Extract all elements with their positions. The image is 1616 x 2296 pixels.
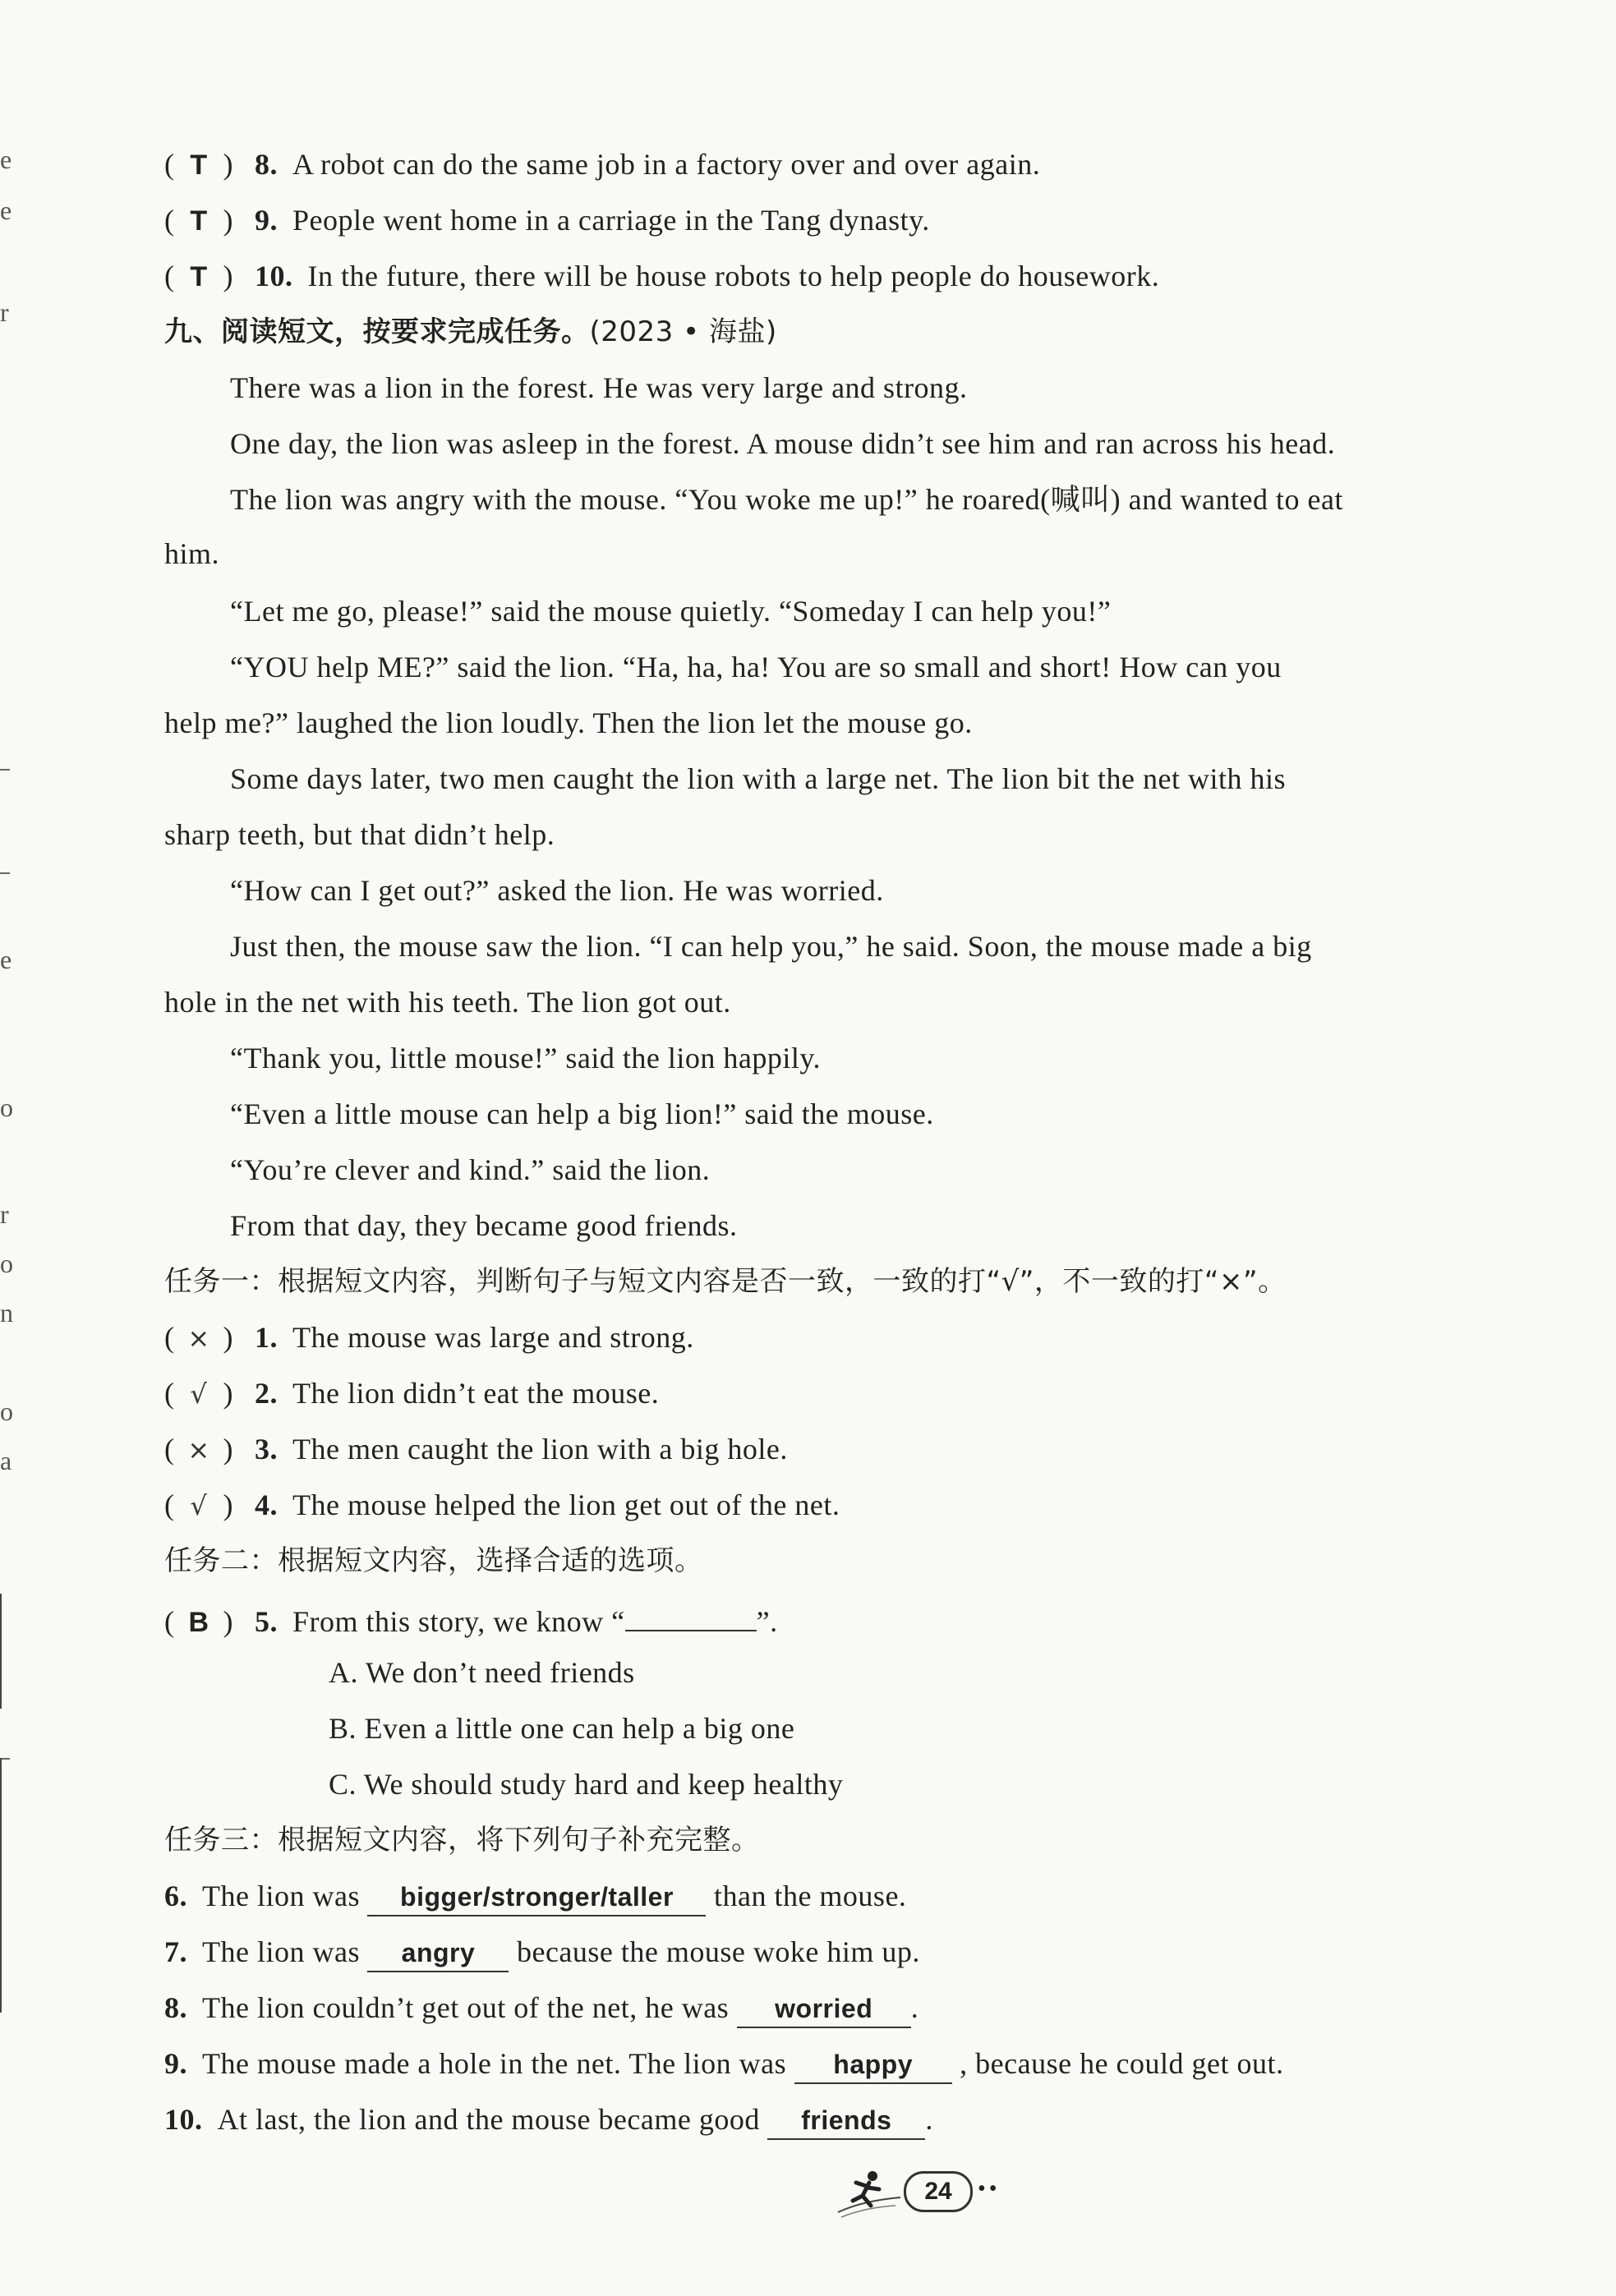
page-number: 24 xyxy=(904,2171,973,2212)
passage-line: “Let me go, please!” said the mouse quietly. “Someday I can help you!” xyxy=(230,595,1112,628)
passage-line: The lion was angry with the mouse. “You woke me up!” he roared(喊叫) and wanted to eat xyxy=(230,483,1343,516)
question-text: The lion couldn’t get out of the net, he was xyxy=(202,1991,730,2024)
gutter-border xyxy=(0,1758,2,2013)
question-text-end: ”. xyxy=(756,1605,778,1638)
check-mark: √ xyxy=(190,1490,208,1521)
answer-mark: T xyxy=(190,150,208,181)
answer-bracket: ( T ) xyxy=(164,200,255,241)
tf-item xyxy=(164,145,1040,185)
tf-item xyxy=(164,200,930,241)
gutter-letter: e xyxy=(0,145,12,174)
question-number: 1. xyxy=(255,1321,278,1354)
answer-mark: B xyxy=(188,1607,209,1638)
question-number: 6. xyxy=(164,1880,187,1912)
question-text-end: than the mouse. xyxy=(713,1880,907,1912)
choice-option: C. We should study hard and keep healthy xyxy=(329,1768,844,1801)
fill-item xyxy=(164,1932,920,1972)
gutter-letter: o xyxy=(0,1396,13,1426)
question-text: The lion was xyxy=(202,1880,360,1912)
gutter-letter: r xyxy=(0,1199,9,1229)
fill-item xyxy=(164,2100,933,2140)
passage-line: “YOU help ME?” said the lion. “Ha, ha, ha! You are so small and short! How can you xyxy=(230,651,1282,683)
gutter-letter: n xyxy=(0,1298,13,1327)
question-text: A robot can do the same job in a factory over and over again. xyxy=(292,148,1041,181)
question-text-end: , because he could get out. xyxy=(960,2047,1284,2080)
question-number: 8. xyxy=(255,148,278,181)
passage-line: hole in the net with his teeth. The lion got out. xyxy=(164,986,731,1019)
question-number: 10. xyxy=(164,2103,203,2136)
gutter-letter: o xyxy=(0,1093,13,1122)
answer-blank: worried xyxy=(737,1990,911,2028)
passage-line: him. xyxy=(164,537,220,570)
question-text: The mouse helped the lion get out of the net. xyxy=(292,1488,840,1521)
fill-item xyxy=(164,1988,918,2028)
passage-line: “How can I get out?” asked the lion. He was worried. xyxy=(230,874,884,907)
gutter-letter: e xyxy=(0,196,12,225)
answer-bracket: ( × ) xyxy=(164,1318,255,1358)
gutter-rule xyxy=(0,872,10,874)
question-text-end: . xyxy=(910,1991,919,2024)
passage-line: From that day, they became good friends. xyxy=(230,1209,738,1242)
answer-blank: angry xyxy=(367,1935,509,1972)
question-number: 5. xyxy=(255,1605,278,1638)
task-three-title: 任务三：根据短文内容，将下列句子补充完整。 xyxy=(164,1824,760,1857)
question-number: 7. xyxy=(164,1935,187,1968)
judge-item xyxy=(164,1373,659,1414)
question-text: The men caught the lion with a big hole. xyxy=(292,1433,788,1465)
judge-item xyxy=(164,1485,840,1525)
answer-bracket: ( √ ) xyxy=(164,1373,255,1414)
answer-blank: friends xyxy=(767,2102,925,2140)
fill-item xyxy=(164,2044,1284,2084)
gutter-rule xyxy=(0,769,10,771)
section-title: 九、阅读短文，按要求完成任务。 xyxy=(164,315,590,348)
answer-mark: T xyxy=(190,205,208,237)
choice-question xyxy=(164,1597,778,1642)
answer-bracket: ( T ) xyxy=(164,256,255,297)
runner-icon xyxy=(830,2165,904,2226)
question-number: 9. xyxy=(164,2047,187,2080)
answer-blank xyxy=(625,1597,757,1631)
answer-bracket: ( × ) xyxy=(164,1429,255,1470)
section-heading xyxy=(164,312,777,352)
check-mark: √ xyxy=(190,1378,208,1410)
question-text: People went home in a carriage in the Tang dynasty. xyxy=(292,204,930,237)
passage-line: “Even a little mouse can help a big lion!” said the mouse. xyxy=(230,1097,934,1130)
passage-line: Just then, the mouse saw the lion. “I can help you,” he said. Soon, the mouse made a big xyxy=(230,930,1312,963)
choice-option: A. We don’t need friends xyxy=(329,1656,635,1689)
section-source: (2023 • 海盐) xyxy=(589,315,777,348)
answer-mark: T xyxy=(190,261,208,292)
answer-bracket: ( B ) xyxy=(164,1602,255,1642)
passage-line: One day, the lion was asleep in the forest. A mouse didn’t see him and ran across his head. xyxy=(230,427,1336,460)
passage-line: help me?” laughed the lion loudly. Then the lion let the mouse go. xyxy=(164,706,973,739)
task-one-title: 任务一：根据短文内容，判断句子与短文内容是否一致，一致的打“√”，不一致的打“×”。 xyxy=(164,1265,1287,1298)
question-text: The lion was xyxy=(202,1935,360,1968)
question-text: From this story, we know “ xyxy=(292,1605,625,1638)
gutter-letter: o xyxy=(0,1249,13,1278)
question-number: 2. xyxy=(255,1377,278,1410)
question-text: The mouse made a hole in the net. The lion was xyxy=(202,2047,787,2080)
gutter-letter: r xyxy=(0,297,9,327)
question-number: 8. xyxy=(164,1991,187,2024)
question-number: 9. xyxy=(255,204,278,237)
question-number: 4. xyxy=(255,1488,278,1521)
question-text: At last, the lion and the mouse became good xyxy=(217,2103,760,2136)
choice-option: B. Even a little one can help a big one xyxy=(329,1712,795,1745)
passage-line: sharp teeth, but that didn’t help. xyxy=(164,818,555,851)
tf-item xyxy=(164,256,1159,297)
gutter-letter: a xyxy=(0,1446,12,1475)
passage-line: There was a lion in the forest. He was very large and strong. xyxy=(230,371,968,404)
cross-mark: × xyxy=(187,1323,210,1354)
answer-blank: happy xyxy=(794,2046,952,2084)
question-text: The lion didn’t eat the mouse. xyxy=(292,1377,660,1410)
question-text: The mouse was large and strong. xyxy=(292,1321,694,1354)
question-text-end: . xyxy=(925,2103,933,2136)
task-two-title: 任务二：根据短文内容，选择合适的选项。 xyxy=(164,1544,703,1577)
passage-line: “Thank you, little mouse!” said the lion happily. xyxy=(230,1042,822,1074)
answer-bracket: ( T ) xyxy=(164,145,255,185)
answer-bracket: ( √ ) xyxy=(164,1485,255,1525)
answer-blank: bigger/stronger/taller xyxy=(367,1879,706,1916)
cross-mark: × xyxy=(187,1434,210,1465)
passage-line: Some days later, two men caught the lion with a large net. The lion bit the net with his xyxy=(230,762,1286,795)
passage-line: “You’re clever and kind.” said the lion. xyxy=(230,1153,711,1186)
gutter-letter: e xyxy=(0,945,12,974)
fill-item xyxy=(164,1876,906,1916)
judge-item xyxy=(164,1318,694,1358)
question-number: 3. xyxy=(255,1433,278,1465)
judge-item xyxy=(164,1429,788,1470)
question-text-end: because the mouse woke him up. xyxy=(516,1935,920,1968)
question-number: 10. xyxy=(255,260,293,292)
gutter-border xyxy=(0,1594,2,1709)
decorative-dots: •• xyxy=(978,2176,1001,2202)
question-text: In the future, there will be house robots to help people do housework. xyxy=(307,260,1160,292)
page-footer xyxy=(830,2156,1027,2230)
